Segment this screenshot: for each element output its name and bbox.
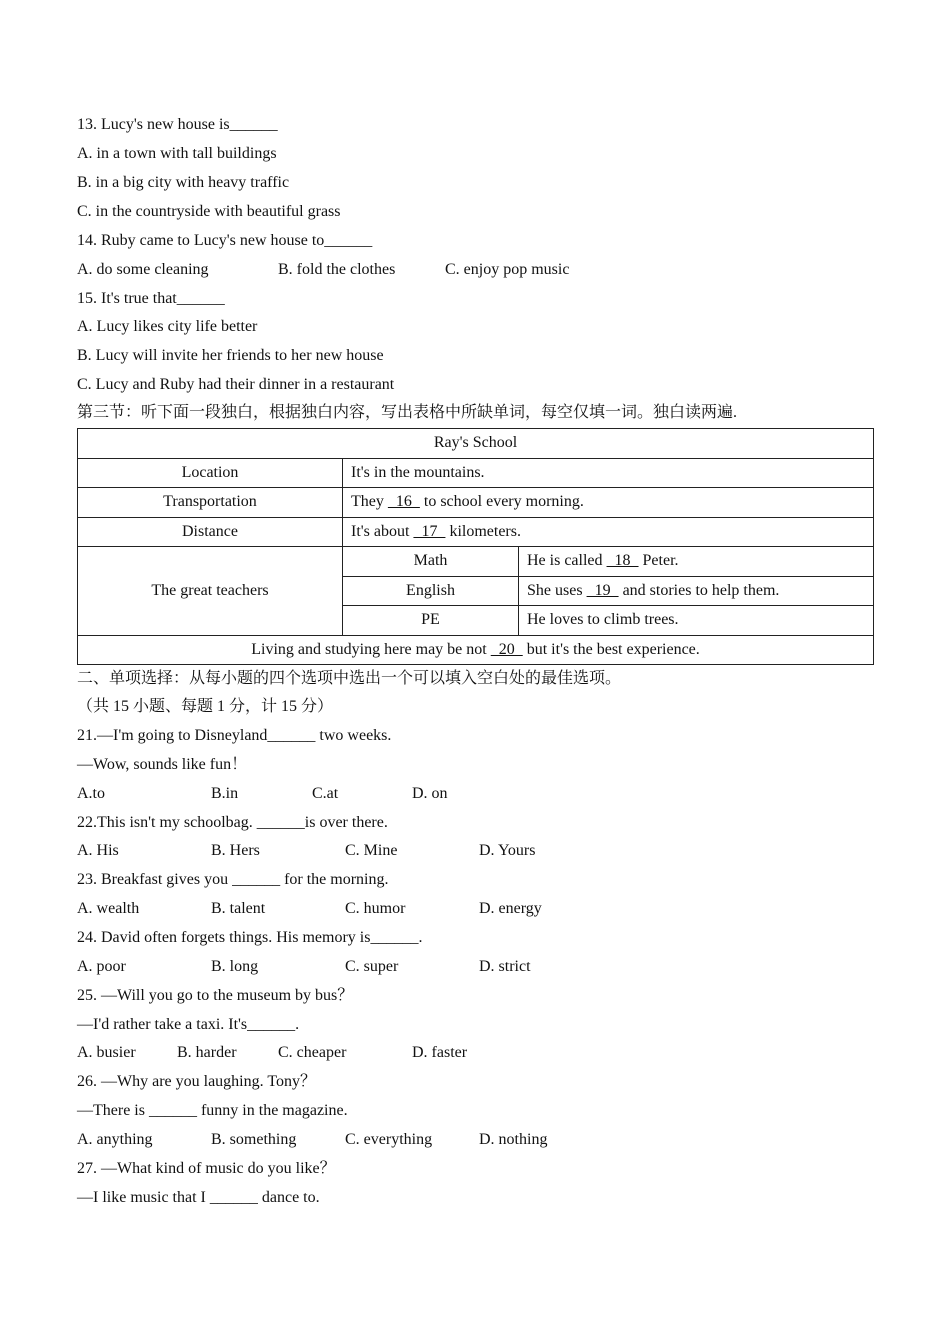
q24-option-a: A. poor [77,958,126,975]
q14-option-a: A. do some cleaning [77,261,209,278]
q25-stem: 25. —Will you go to the museum by bus？ [77,987,354,1004]
q26-stem: 26. —Why are you laughing. Tony？ [77,1073,316,1090]
q21-stem: 21.—I'm going to Disneyland______ two weeks. [77,727,392,744]
q25-option-a: A. busier [77,1044,136,1061]
q23-stem: 23. Breakfast gives you ______ for the morning. [77,871,389,888]
blank-20[interactable]: 20 [490,640,523,658]
q15-option-c: C. Lucy and Ruby had their dinner in a restaurant [77,376,395,393]
q22-option-d: D. Yours [479,842,536,859]
rays-school-table [77,428,874,665]
q13-option-a: A. in a town with tall buildings [77,145,277,162]
q24-stem: 24. David often forgets things. His memory is______. [77,929,423,946]
location-label: Location [78,458,343,488]
q23-option-d: D. energy [479,900,542,917]
location-value: It's in the mountains. [343,458,874,488]
math-label: Math [343,547,519,577]
q25-option-d: D. faster [412,1044,468,1061]
q15-stem: 15. It's true that______ [77,290,225,307]
q26-option-a: A. anything [77,1131,153,1148]
q23-option-b: B. talent [211,900,266,917]
q22-option-b: B. Hers [211,842,260,859]
part2-heading: 二、单项选择：从每小题的四个选项中选出一个可以填入空白处的最佳选项。 [77,670,622,687]
q26-option-c: C. everything [345,1131,433,1148]
q13-option-b: B. in a big city with heavy traffic [77,174,290,191]
section3-instruction: 第三节：听下面一段独白，根据独白内容，写出表格中所缺单词，每空仅填一词。独白读两遍. [77,404,738,421]
q26-option-d: D. nothing [479,1131,548,1148]
english-label: English [343,576,519,606]
q24-option-c: C. super [345,958,399,975]
blank-18[interactable]: 18 [606,552,639,570]
distance-label: Distance [78,517,343,547]
q21-option-c: C.at [312,785,339,802]
q21-reply: —Wow, sounds like fun！ [77,756,248,773]
teachers-label: The great teachers [78,547,343,636]
english-value: She uses 19 and stories to help them. [519,576,874,606]
q22-option-c: C. Mine [345,842,398,859]
q15-option-a: A. Lucy likes city life better [77,318,258,335]
q27-reply: —I like music that I ______ dance to. [77,1189,320,1206]
q23-option-a: A. wealth [77,900,140,917]
blank-17[interactable]: 17 [413,522,446,540]
blank-19[interactable]: 19 [586,581,619,599]
q21-option-b: B.in [211,785,239,802]
q26-option-b: B. something [211,1131,297,1148]
q15-option-b: B. Lucy will invite her friends to her new house [77,347,384,364]
q24-option-b: B. long [211,958,259,975]
q14-option-c: C. enjoy pop music [445,261,570,278]
q22-stem: 22.This isn't my schoolbag. ______is over there. [77,814,388,831]
distance-value: It's about 17 kilometers. [343,517,874,547]
q14-option-b: B. fold the clothes [278,261,396,278]
pe-value: He loves to climb trees. [519,606,874,636]
pe-label: PE [343,606,519,636]
table-title: Ray's School [78,429,874,459]
q22-option-a: A. His [77,842,119,859]
q26-reply: —There is ______ funny in the magazine. [77,1102,348,1119]
q13-option-c: C. in the countryside with beautiful grass [77,203,341,220]
q25-reply: —I'd rather take a taxi. It's______. [77,1016,300,1033]
q27-stem: 27. —What kind of music do you like？ [77,1160,336,1177]
q21-option-a: A.to [77,785,105,802]
q25-option-c: C. cheaper [278,1044,347,1061]
q24-option-d: D. strict [479,958,531,975]
q14-stem: 14. Ruby came to Lucy's new house to______ [77,232,373,249]
q21-option-d: D. on [412,785,448,802]
part2-note: （共 15 小题、每题 1 分，计 15 分） [77,698,334,715]
math-value: He is called 18 Peter. [519,547,874,577]
blank-16[interactable]: 16 [387,493,420,511]
q25-option-b: B. harder [177,1044,237,1061]
table-footer: Living and studying here may be not 20 but it's the best experience. [78,635,874,665]
transport-label: Transportation [78,488,343,518]
q13-stem: 13. Lucy's new house is______ [77,116,278,133]
transport-value: They 16 to school every morning. [343,488,874,518]
q23-option-c: C. humor [345,900,406,917]
